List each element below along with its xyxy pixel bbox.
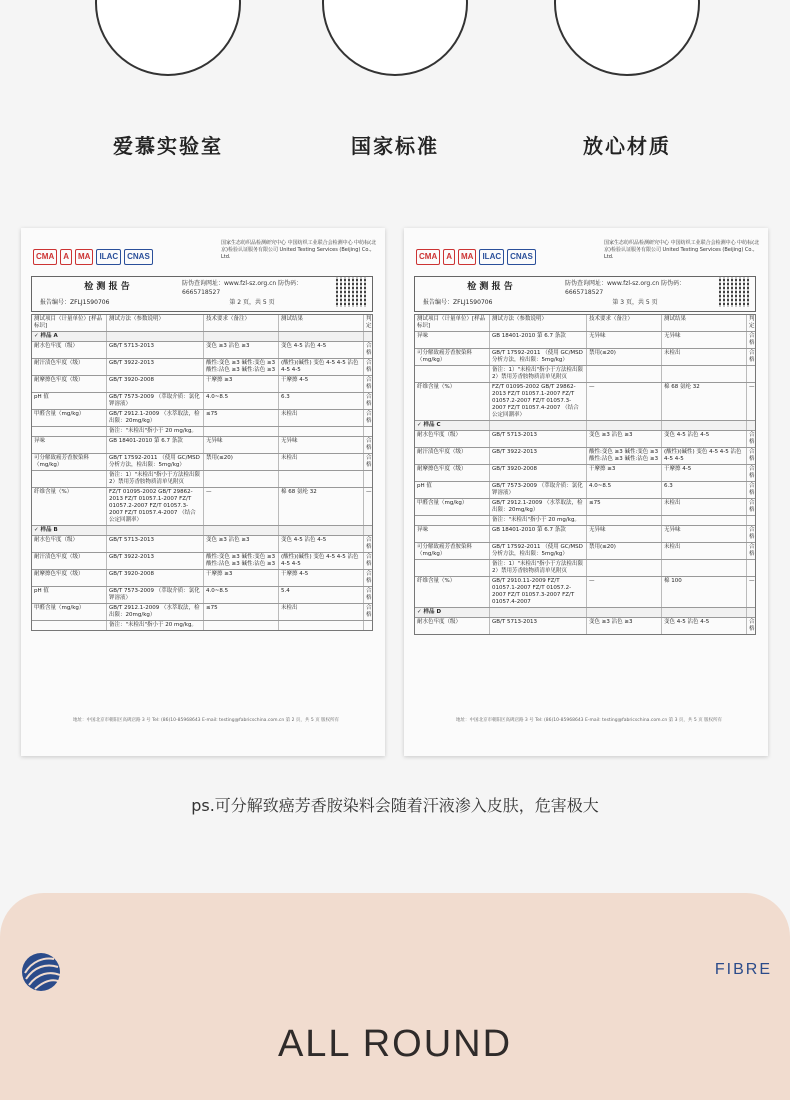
table-row bbox=[415, 516, 755, 526]
report-number: 报告编号：ZFLJ1590706 bbox=[40, 299, 110, 306]
report-verify: 防伪查询网址：www.fzl-sz.org.cn 防伪码：6665718527 bbox=[565, 280, 686, 296]
table-cell: 干摩擦 4-5 bbox=[662, 465, 747, 481]
table-cell: 合格 bbox=[366, 588, 372, 601]
report-footer: 地址：中国北京市朝阳区高碑店路 3 号 Tel: (86)10-85968643 E-mail: testing@fabricschina.com.cn 第 2 页，共 5 页 版权所有 bbox=[72, 718, 340, 723]
table-cell: GB/T 5713-2013 bbox=[107, 342, 204, 358]
table-cell: 技术要求（备注） bbox=[587, 315, 662, 331]
table-cell: 判定 bbox=[366, 316, 372, 329]
table-cell bbox=[490, 421, 587, 430]
table-cell: GB/T 17592-2011 （使用 GC/MSD 分析方法，检出限：5mg/kg） bbox=[490, 543, 587, 559]
table-cell bbox=[279, 332, 364, 341]
table-cell: 无异味 bbox=[587, 526, 662, 542]
table-cell: 异味 bbox=[32, 437, 107, 453]
table-row bbox=[415, 543, 755, 560]
table-cell: 备注："未检出"指小于 20 mg/kg。 bbox=[107, 621, 204, 630]
table-cell bbox=[662, 366, 747, 382]
table-cell: 变色 ≥3 沾色 ≥3 bbox=[587, 431, 662, 447]
table-cell bbox=[415, 516, 490, 525]
fibre-word: FIBRE bbox=[714, 961, 772, 978]
table-cell: 未检出 bbox=[662, 543, 747, 559]
table-cell: 测试项目（计量单位）[样品标识] bbox=[415, 315, 490, 331]
table-cell bbox=[204, 332, 279, 341]
table-cell: — bbox=[587, 577, 662, 607]
table-cell bbox=[490, 608, 587, 617]
table-cell: 备注："未检出"指小于 20 mg/kg。 bbox=[107, 427, 204, 436]
table-cell: pH 值 bbox=[32, 393, 107, 409]
table-cell: GB/T 2910.11-2009 FZ/T 01057.1-2007 FZ/T 01057.2-2007 FZ/T 01057.3-2007 FZ/T 01057.4-2007 bbox=[490, 577, 587, 607]
table-row bbox=[415, 482, 755, 499]
table-cell bbox=[364, 621, 372, 630]
cnas-logo: CNAS bbox=[507, 249, 536, 265]
table-cell bbox=[32, 621, 107, 630]
table-cell: 变色 ≥3 沾色 ≥3 bbox=[204, 342, 279, 358]
table-row bbox=[415, 618, 755, 634]
feature-icons bbox=[0, 0, 790, 190]
table-cell: 变色 4-5 沾色 4-5 bbox=[279, 536, 364, 552]
table-cell: 测试方法（参数说明） bbox=[107, 315, 204, 331]
table-cell: 合格 bbox=[749, 527, 755, 540]
feature-label: 放心材质 bbox=[583, 134, 671, 158]
table-row bbox=[415, 366, 755, 383]
table-row bbox=[415, 526, 755, 543]
table-cell: 合格 bbox=[366, 571, 372, 584]
test-report-page-2 bbox=[21, 228, 385, 756]
table-row bbox=[32, 471, 372, 488]
table-cell bbox=[587, 421, 662, 430]
table-cell: 4.0~8.5 bbox=[587, 482, 662, 498]
table-row bbox=[415, 465, 755, 482]
table-cell: — bbox=[366, 489, 372, 495]
table-cell: 酸性:变色 ≥3 碱性:变色 ≥3 酸性:沾色 ≥3 碱性:沾色 ≥3 bbox=[204, 359, 279, 375]
table-cell: 变色 4-5 沾色 4-5 bbox=[662, 618, 747, 634]
ilac-logo: ILAC bbox=[96, 249, 121, 265]
table-cell: 备注：1）"未检出"指小于方法检出限 2）禁用芳香胺物质清单见附页 bbox=[490, 366, 587, 382]
table-cell: 干摩擦 4-5 bbox=[279, 376, 364, 392]
table-cell: 耐汗渍色牢度（级） bbox=[32, 553, 107, 569]
table-cell: 耐水色牢度（级） bbox=[415, 431, 490, 447]
table-row bbox=[32, 359, 372, 376]
cma-logo: MA bbox=[458, 249, 476, 265]
table-cell: 未检出 bbox=[279, 604, 364, 620]
table-cell: 测试方法（参数说明） bbox=[490, 315, 587, 331]
table-cell: 合格 bbox=[749, 500, 755, 513]
sample-section-row bbox=[32, 332, 372, 342]
table-cell: 干摩擦 ≥3 bbox=[587, 465, 662, 481]
wool-ball-icon bbox=[20, 951, 62, 993]
table-cell: GB 18401-2010 第 6.7 条款 bbox=[107, 437, 204, 453]
table-cell: FZ/T 01095-2002 GB/T 29862-2013 FZ/T 01057.1-2007 FZ/T 01057.2-2007 FZ/T 01057.3-2007 FZ/T 01057.4-2007 （结合公定回潮率） bbox=[107, 488, 204, 525]
table-cell: GB/T 3922-2013 bbox=[107, 359, 204, 375]
table-cell: 纤维含量（%） bbox=[32, 488, 107, 525]
table-cell: 变色 4-5 沾色 4-5 bbox=[662, 431, 747, 447]
table-row bbox=[415, 560, 755, 577]
table-cell: 耐水色牢度（级） bbox=[32, 536, 107, 552]
table-cell bbox=[747, 421, 755, 430]
table-cell: 备注："未检出"指小于 20 mg/kg。 bbox=[490, 516, 587, 525]
table-cell: 4.0~8.5 bbox=[204, 393, 279, 409]
table-cell: 禁用(≤20) bbox=[204, 454, 279, 470]
table-cell: 合格 bbox=[749, 432, 755, 445]
table-cell: 棉 68 氨纶 32 bbox=[662, 383, 747, 420]
report-number: 报告编号：ZFLJ1590706 bbox=[423, 299, 493, 306]
table-cell: 未检出 bbox=[662, 349, 747, 365]
table-cell: 合格 bbox=[366, 438, 372, 451]
table-row bbox=[415, 577, 755, 608]
table-cell bbox=[32, 427, 107, 436]
table-cell bbox=[364, 332, 372, 341]
table-cell: 干摩擦 ≥3 bbox=[204, 376, 279, 392]
table-cell: 可分解致癌芳香胺染料（mg/kg） bbox=[415, 349, 490, 365]
report-page: 第 2 页，共 5 页 bbox=[229, 299, 275, 306]
table-cell: GB/T 5713-2013 bbox=[490, 618, 587, 634]
table-cell: 耐摩擦色牢度（级） bbox=[415, 465, 490, 481]
ilac-logo: ILAC bbox=[479, 249, 504, 265]
table-row bbox=[415, 431, 755, 448]
table-cell: GB/T 5713-2013 bbox=[490, 431, 587, 447]
table-cell bbox=[587, 366, 662, 382]
table-cell: ≤75 bbox=[204, 604, 279, 620]
table-cell: ✓ 样品 A bbox=[32, 332, 107, 341]
fibre-panel bbox=[0, 893, 790, 1100]
table-cell: 未检出 bbox=[279, 410, 364, 426]
table-cell bbox=[204, 621, 279, 630]
report-page: 第 3 页，共 5 页 bbox=[612, 299, 658, 306]
cma-logo: MA bbox=[75, 249, 93, 265]
table-cell: GB/T 7573-2009 （萃取介质：氯化钾溶液） bbox=[490, 482, 587, 498]
table-cell: 耐水色牢度（级） bbox=[32, 342, 107, 358]
feature-circle bbox=[322, 0, 468, 76]
feature-label: 国家标准 bbox=[351, 134, 439, 158]
table-cell bbox=[747, 560, 755, 576]
table-cell: ≤75 bbox=[204, 410, 279, 426]
table-row bbox=[415, 499, 755, 516]
table-cell: GB/T 3922-2013 bbox=[107, 553, 204, 569]
table-cell: 判定 bbox=[749, 316, 755, 329]
table-cell: 未检出 bbox=[662, 499, 747, 515]
table-cell: ≤75 bbox=[587, 499, 662, 515]
table-cell: GB/T 2912.1-2009 （水萃取法，检出限：20mg/kg） bbox=[107, 410, 204, 426]
table-cell: 合格 bbox=[366, 411, 372, 424]
table-cell: GB/T 3920-2008 bbox=[107, 376, 204, 392]
table-cell: 耐摩擦色牢度（级） bbox=[32, 376, 107, 392]
qr-code-icon bbox=[336, 277, 366, 307]
table-cell: 合格 bbox=[749, 333, 755, 346]
table-cell bbox=[279, 427, 364, 436]
table-cell: 棉 100 bbox=[662, 577, 747, 607]
table-cell: pH 值 bbox=[415, 482, 490, 498]
table-cell bbox=[204, 427, 279, 436]
table-cell bbox=[587, 608, 662, 617]
table-cell: GB/T 3920-2008 bbox=[490, 465, 587, 481]
table-cell: GB/T 2912.1-2009 （水萃取法，检出限：20mg/kg） bbox=[490, 499, 587, 515]
table-cell bbox=[204, 471, 279, 487]
table-cell: 合格 bbox=[366, 343, 372, 356]
table-cell bbox=[364, 471, 372, 487]
table-row bbox=[32, 621, 372, 630]
table-cell: 甲醛含量（mg/kg） bbox=[32, 410, 107, 426]
table-row bbox=[32, 536, 372, 553]
report-title-box bbox=[31, 276, 373, 312]
cma-logo: CMA bbox=[416, 249, 440, 265]
table-cell: 无异味 bbox=[587, 332, 662, 348]
report-verify: 防伪查询网址：www.fzl-sz.org.cn 防伪码：6665718527 bbox=[182, 280, 303, 296]
table-cell: 合格 bbox=[366, 537, 372, 550]
table-cell: 测试结果 bbox=[662, 315, 747, 331]
report-table bbox=[414, 314, 756, 635]
cnas-a-logo: A bbox=[443, 249, 455, 265]
table-row bbox=[32, 604, 372, 621]
table-cell: 合格 bbox=[749, 449, 755, 462]
table-cell: 合格 bbox=[749, 619, 755, 632]
sample-section-row bbox=[32, 526, 372, 536]
table-cell bbox=[747, 608, 755, 617]
test-report-page-3 bbox=[404, 228, 768, 756]
table-cell: — bbox=[587, 383, 662, 420]
all-round-heading: ALL ROUND bbox=[277, 1023, 513, 1065]
table-cell: 合格 bbox=[749, 544, 755, 557]
table-cell bbox=[107, 332, 204, 341]
table-cell: 合格 bbox=[366, 360, 372, 373]
table-cell: 禁用(≤20) bbox=[587, 543, 662, 559]
table-row bbox=[415, 349, 755, 366]
table-row bbox=[32, 410, 372, 427]
table-row bbox=[32, 437, 372, 454]
table-cell: 变色 ≥3 沾色 ≥3 bbox=[204, 536, 279, 552]
report-table bbox=[31, 314, 373, 631]
table-cell: ✓ 样品 C bbox=[415, 421, 490, 430]
table-cell: 干摩擦 4-5 bbox=[279, 570, 364, 586]
table-cell: 未检出 bbox=[279, 454, 364, 470]
table-row bbox=[32, 587, 372, 604]
table-cell bbox=[587, 516, 662, 525]
table-cell bbox=[415, 366, 490, 382]
table-cell: GB/T 17592-2011 （使用 GC/MSD 分析方法，检出限：5mg/kg） bbox=[107, 454, 204, 470]
feature-circle bbox=[554, 0, 700, 76]
table-cell bbox=[107, 526, 204, 535]
table-cell: 甲醛含量（mg/kg） bbox=[32, 604, 107, 620]
table-cell: 合格 bbox=[366, 377, 372, 390]
table-cell: 禁用(≤20) bbox=[587, 349, 662, 365]
table-cell bbox=[364, 427, 372, 436]
table-cell bbox=[32, 471, 107, 487]
table-cell: GB/T 3920-2008 bbox=[107, 570, 204, 586]
table-row bbox=[32, 553, 372, 570]
table-cell bbox=[415, 560, 490, 576]
lab-org-name: 国家生态纺织品检测研究中心 中国纺织工业联合会检测中心 中纺标(北京)检验认证服务有限公司 United Testing Services (Beijing) Co., Ltd. bbox=[604, 240, 760, 260]
lab-org-name: 国家生态纺织品检测研究中心 中国纺织工业联合会检测中心 中纺标(北京)检验认证服务有限公司 United Testing Services (Beijing) Co., Ltd. bbox=[221, 240, 377, 260]
table-row bbox=[415, 383, 755, 421]
table-row bbox=[32, 488, 372, 526]
table-row bbox=[32, 393, 372, 410]
table-row bbox=[32, 342, 372, 359]
table-cell bbox=[587, 560, 662, 576]
table-cell: 棉 68 氨纶 32 bbox=[279, 488, 364, 525]
table-cell: 合格 bbox=[366, 605, 372, 618]
table-cell bbox=[364, 526, 372, 535]
table-cell: 合格 bbox=[366, 455, 372, 468]
report-title-box bbox=[414, 276, 756, 312]
table-row bbox=[32, 427, 372, 437]
table-cell: GB/T 7573-2009 （萃取介质：氯化钾溶液） bbox=[107, 587, 204, 603]
table-cell: GB 18401-2010 第 6.7 条款 bbox=[490, 526, 587, 542]
table-cell: (酸性)(碱性) 变色 4-5 4-5 沾色 4-5 4-5 bbox=[279, 553, 364, 569]
table-cell: 无异味 bbox=[662, 332, 747, 348]
table-cell: 备注：1）"未检出"指小于方法检出限 2）禁用芳香胺物质清单见附页 bbox=[107, 471, 204, 487]
cnas-logo: CNAS bbox=[124, 249, 153, 265]
table-cell bbox=[279, 526, 364, 535]
table-cell: 可分解致癌芳香胺染料（mg/kg） bbox=[415, 543, 490, 559]
table-cell: 耐汗渍色牢度（级） bbox=[32, 359, 107, 375]
table-row bbox=[415, 332, 755, 349]
table-cell bbox=[279, 621, 364, 630]
table-row bbox=[32, 570, 372, 587]
table-cell: 无异味 bbox=[662, 526, 747, 542]
report-title: 检 测 报 告 bbox=[467, 282, 513, 292]
table-row bbox=[415, 448, 755, 465]
caption-text: ps.可分解致癌芳香胺染料会随着汗液渗入皮肤，危害极大 bbox=[191, 796, 599, 815]
table-cell: 测试结果 bbox=[279, 315, 364, 331]
table-row bbox=[32, 376, 372, 393]
table-cell: 合格 bbox=[366, 394, 372, 407]
table-cell: (酸性)(碱性) 变色 4-5 4-5 沾色 4-5 4-5 bbox=[279, 359, 364, 375]
table-cell bbox=[662, 608, 747, 617]
cnas-a-logo: A bbox=[60, 249, 72, 265]
table-cell bbox=[662, 421, 747, 430]
table-cell: 干摩擦 ≥3 bbox=[204, 570, 279, 586]
table-cell: (酸性)(碱性) 变色 4-5 4-5 沾色 4-5 4-5 bbox=[662, 448, 747, 464]
table-cell bbox=[747, 516, 755, 525]
table-cell: 合格 bbox=[749, 483, 755, 496]
table-cell: 异味 bbox=[415, 332, 490, 348]
sample-section-row bbox=[415, 421, 755, 431]
table-cell: 酸性:变色 ≥3 碱性:变色 ≥3 酸性:沾色 ≥3 碱性:沾色 ≥3 bbox=[587, 448, 662, 464]
table-cell: 测试项目（计量单位）[样品标识] bbox=[32, 315, 107, 331]
sample-section-row bbox=[415, 608, 755, 618]
table-cell: 变色 4-5 沾色 4-5 bbox=[279, 342, 364, 358]
feature-label: 爱慕实验室 bbox=[113, 134, 223, 158]
table-cell: 合格 bbox=[366, 554, 372, 567]
table-cell: GB 18401-2010 第 6.7 条款 bbox=[490, 332, 587, 348]
table-cell: 耐摩擦色牢度（级） bbox=[32, 570, 107, 586]
table-cell: 5.4 bbox=[279, 587, 364, 603]
table-cell: 无异味 bbox=[279, 437, 364, 453]
table-cell: 纤维含量（%） bbox=[415, 577, 490, 607]
table-cell bbox=[662, 560, 747, 576]
table-cell: ✓ 样品 D bbox=[415, 608, 490, 617]
table-cell bbox=[279, 471, 364, 487]
table-cell: 技术要求（备注） bbox=[204, 315, 279, 331]
table-cell: 可分解致癌芳香胺染料（mg/kg） bbox=[32, 454, 107, 470]
table-cell: 备注：1）"未检出"指小于方法检出限 2）禁用芳香胺物质清单见附页 bbox=[490, 560, 587, 576]
table-cell: — bbox=[204, 488, 279, 525]
table-cell: 耐汗渍色牢度（级） bbox=[415, 448, 490, 464]
table-header-row bbox=[32, 315, 372, 332]
table-cell: 耐水色牢度（级） bbox=[415, 618, 490, 634]
cma-logo: CMA bbox=[33, 249, 57, 265]
table-header-row bbox=[415, 315, 755, 332]
qr-code-icon bbox=[719, 277, 749, 307]
table-cell: — bbox=[749, 578, 755, 584]
table-cell: 酸性:变色 ≥3 碱性:变色 ≥3 酸性:沾色 ≥3 碱性:沾色 ≥3 bbox=[204, 553, 279, 569]
table-cell: 纤维含量（%） bbox=[415, 383, 490, 420]
table-cell bbox=[204, 526, 279, 535]
table-cell: 无异味 bbox=[204, 437, 279, 453]
table-cell bbox=[747, 366, 755, 382]
table-cell: 变色 ≥3 沾色 ≥3 bbox=[587, 618, 662, 634]
table-cell: 异味 bbox=[415, 526, 490, 542]
report-footer: 地址：中国北京市朝阳区高碑店路 3 号 Tel: (86)10-85968643 E-mail: testing@fabricschina.com.cn 第 3 页，共 5 页 版权所有 bbox=[455, 718, 723, 723]
table-cell: — bbox=[749, 384, 755, 390]
report-title: 检 测 报 告 bbox=[84, 282, 130, 292]
table-cell: ✓ 样品 B bbox=[32, 526, 107, 535]
table-cell: GB/T 7573-2009 （萃取介质：氯化钾溶液） bbox=[107, 393, 204, 409]
table-cell: 6.3 bbox=[662, 482, 747, 498]
table-cell: 4.0~8.5 bbox=[204, 587, 279, 603]
table-row bbox=[32, 454, 372, 471]
table-cell: 合格 bbox=[749, 350, 755, 363]
feature-circle bbox=[95, 0, 241, 76]
table-cell: GB/T 3922-2013 bbox=[490, 448, 587, 464]
table-cell: 甲醛含量（mg/kg） bbox=[415, 499, 490, 515]
table-cell: 6.3 bbox=[279, 393, 364, 409]
table-cell: FZ/T 01095-2002 GB/T 29862-2013 FZ/T 01057.1-2007 FZ/T 01057.2-2007 FZ/T 01057.3-2007 FZ/T 01057.4-2007 （结合公定回潮率） bbox=[490, 383, 587, 420]
table-cell: 合格 bbox=[749, 466, 755, 479]
table-cell: GB/T 2912.1-2009 （水萃取法，检出限：20mg/kg） bbox=[107, 604, 204, 620]
table-cell: GB/T 5713-2013 bbox=[107, 536, 204, 552]
table-cell: GB/T 17592-2011 （使用 GC/MSD 分析方法，检出限：5mg/kg） bbox=[490, 349, 587, 365]
table-cell: pH 值 bbox=[32, 587, 107, 603]
table-cell bbox=[662, 516, 747, 525]
